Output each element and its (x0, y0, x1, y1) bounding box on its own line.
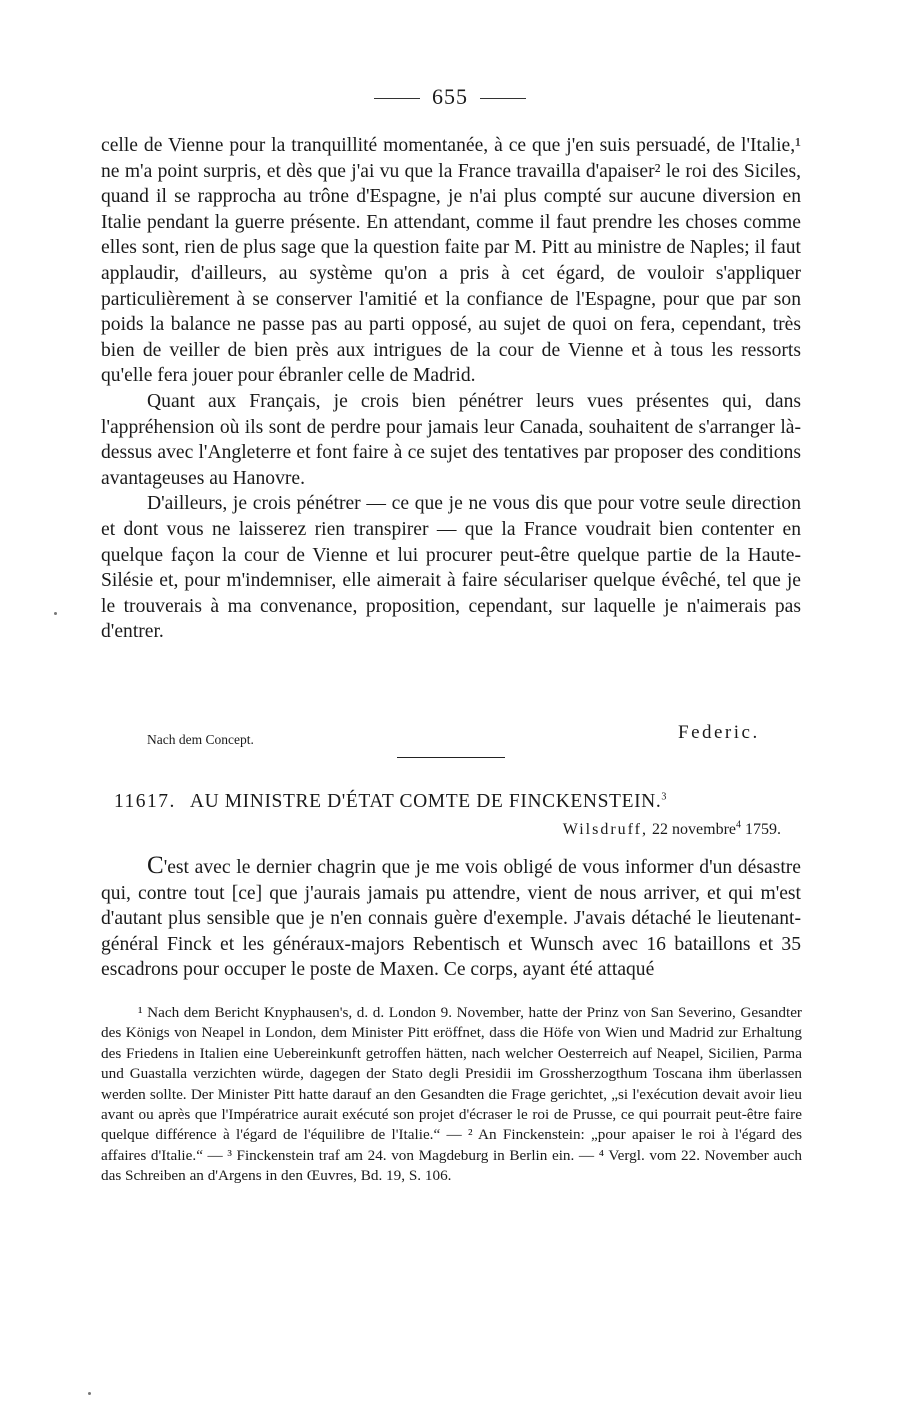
section-divider (397, 757, 505, 758)
letter-place: Wilsdruff, (562, 821, 649, 838)
page-number-dash-right (480, 98, 526, 99)
letter-dateline (563, 821, 781, 839)
letter-date-footnote-ref: 4 (736, 819, 741, 831)
letter-paragraph-text: 'est avec le dernier chagrin que je me vois obligé de vous informer d'un désastre qui, contre tout [ce] que j'aurais jamais pu attendre, vient de nous arriver, et qui m'est d'autant plus sensible que je n'en connais guère d'exemple. J'avais détaché le lieutenant-général Finck et les généraux-majors Rebentisch et Wunsch avec 16 bataillons et 35 escadrons pour occuper le poste de Maxen. Ce corps, ayant été attaqué (101, 857, 801, 981)
footnotes (101, 1003, 802, 1187)
letter-date: 22 novembre (652, 821, 736, 838)
letter-heading (114, 791, 804, 813)
letter-title-footnote-ref: 3 (661, 791, 667, 803)
footnotes-text: ¹ Nach dem Bericht Knyphausen's, d. d. London 9. November, hatte der Prinz von San Severino, Gesandter des Königs von Neapel in London, dem Minister Pitt eröffnet, dass die Höfe von Wien und Madrid zur Erhaltung des Friedens in Italien eine Uebereinkunft getroffen hätten, nach welcher Oesterreich auf Neapel, Sicilien, Parma und Guastalla verzichten würde, dagegen der Stato degli Presidii im Grossherzogthum Toscana ihm überlassen werden sollte. Der Minister Pitt hatte darauf an den Gesandten die Frage gerichtet, „si l'exécution devait avoir lieu avant ou après que l'Impératrice aurait exécuté son projet d'écraser le roi de Prusse, ce qui pourrait peut-être faire quelque différence à l'égard de l'équilibre de l'Italie.“ — ² An Finckenstein: „pour apaiser le roi à l'égard des affaires d'Italie.“ — ³ Finckenstein traf am 24. von Magdeburg in Berlin ein. — ⁴ Vergl. vom 22. November auch das Schreiben an d'Argens in den Œuvres, Bd. 19, S. 106. (101, 1004, 802, 1185)
continued-letter-text (101, 133, 801, 645)
letter-title: AU MINISTRE D'ÉTAT COMTE DE FINCKENSTEIN. (189, 791, 662, 812)
scan-speck (54, 612, 57, 615)
letter-paragraph (101, 853, 801, 983)
paragraph-continuation: celle de Vienne pour la tranquillité momentanée, à ce que j'en suis persuadé, de l'Italie,¹ ne m'a point surpris, et dès que j'ai vu que la France travailla d'apaiser² le roi des Siciles, quand il se rapprocha au trône d'Espagne, je n'ai plus compté sur aucune diversion en Italie pendant la guerre présente. En attendant, comme il faut prendre les choses comme elles sont, rien de plus sage que la question faite par M. Pitt au ministre de Naples; il faut applaudir, d'ailleurs, au système qu'on a pris à cet égard, de vouloir s'appliquer particulièrement à se conserver l'amitié et la confiance de l'Espagne, pour que par son poids la balance ne passe pas au parti opposé, au sujet de quoi on fera, cependant, très bien de veiller de bien près aux intrigues de la cour de Vienne et à tous les ressorts qu'elle fera jouer pour ébranler celle de Madrid. (101, 135, 801, 387)
page-number (0, 84, 900, 110)
source-note: Nach dem Concept. (147, 732, 254, 747)
letter-initial: C (147, 852, 164, 879)
letter-body (101, 853, 801, 983)
page-number-dash-left (374, 98, 420, 99)
signature: Federic. (678, 722, 760, 743)
paragraph-dailleurs: D'ailleurs, je crois pénétrer — ce que je ne vous dis que pour votre seule direction et dont vous ne laisserez rien transpirer — que la France voudrait bien contenter en quelque façon la cour de Vienne et lui procurer peut-être quelque partie de la Haute-Silésie et, pour m'indemniser, elle aimerait à faire séculariser quelque évêché, tel que je le trouverais à ma convenance, proposition, cependant, sur laquelle je n'aimerais pas d'entrer. (101, 493, 801, 643)
paragraph-francais: Quant aux Français, je crois bien pénétrer leurs vues présentes qui, dans l'appréhension où ils sont de perdre pour jamais leur Canada, souhaitent de s'arranger là-dessus avec l'Angleterre et font faire à ce sujet des tentatives par proposer des conditions avantageuses au Hanovre. (101, 390, 801, 489)
letter-number: 11617. (114, 791, 176, 812)
page-number-value: 655 (432, 84, 468, 109)
scan-speck (88, 1392, 91, 1395)
letter-year: 1759. (745, 821, 781, 838)
